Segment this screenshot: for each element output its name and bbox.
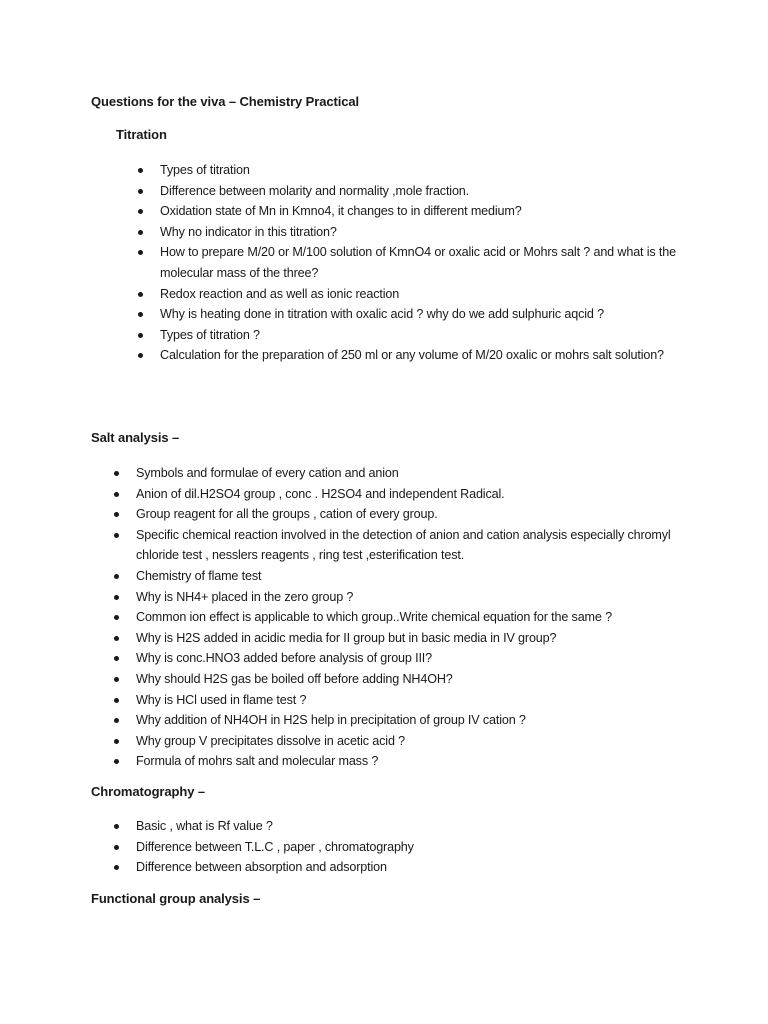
list-item: Anion of dil.H2SO4 group , conc . H2SO4 and independent Radical.: [136, 484, 676, 505]
bullet-icon: [114, 718, 119, 723]
bullet-icon: [138, 189, 143, 194]
list-item: Chemistry of flame test: [136, 566, 676, 587]
list-item: Why is conc.HNO3 added before analysis of group III?: [136, 648, 676, 669]
list-item: Difference between absorption and adsorption: [136, 857, 676, 878]
list-item: Types of titration ?: [160, 325, 700, 346]
list-item: Redox reaction and as well as ionic reaction: [160, 284, 700, 305]
list-item: Why is H2S added in acidic media for II group but in basic media in IV group?: [136, 628, 676, 649]
salt-analysis-question-list: [136, 463, 676, 772]
bullet-icon: [114, 595, 119, 600]
bullet-icon: [114, 512, 119, 517]
bullet-icon: [138, 230, 143, 235]
section-heading-functional-group: Functional group analysis –: [91, 891, 261, 906]
bullet-icon: [138, 168, 143, 173]
list-item: Why addition of NH4OH in H2S help in precipitation of group IV cation ?: [136, 710, 676, 731]
bullet-icon: [114, 615, 119, 620]
list-item: Types of titration: [160, 160, 700, 181]
bullet-icon: [114, 865, 119, 870]
bullet-icon: [138, 312, 143, 317]
list-item: Why is NH4+ placed in the zero group ?: [136, 587, 676, 608]
bullet-icon: [138, 292, 143, 297]
list-item: Why group V precipitates dissolve in acetic acid ?: [136, 731, 676, 752]
bullet-icon: [114, 533, 119, 538]
list-item: Symbols and formulae of every cation and anion: [136, 463, 676, 484]
bullet-icon: [138, 209, 143, 214]
bullet-icon: [114, 698, 119, 703]
section-heading-chromatography: Chromatography –: [91, 784, 205, 799]
list-item: Why no indicator in this titration?: [160, 222, 700, 243]
titration-question-list: [160, 160, 700, 366]
list-item: Common ion effect is applicable to which group..Write chemical equation for the same ?: [136, 607, 676, 628]
bullet-icon: [114, 471, 119, 476]
bullet-icon: [114, 739, 119, 744]
list-item: Specific chemical reaction involved in the detection of anion and cation analysis especially chromyl chloride test , nesslers reagents , ring test ,esterification test.: [136, 525, 676, 566]
section-heading-salt-analysis: Salt analysis –: [91, 430, 180, 445]
list-item: Why is HCl used in flame test ?: [136, 690, 676, 711]
bullet-icon: [138, 250, 143, 255]
page-title: Questions for the viva – Chemistry Practical: [91, 94, 359, 109]
list-item: Group reagent for all the groups , cation of every group.: [136, 504, 676, 525]
list-item: Oxidation state of Mn in Kmno4, it changes to in different medium?: [160, 201, 700, 222]
bullet-icon: [114, 845, 119, 850]
list-item: Calculation for the preparation of 250 ml or any volume of M/20 oxalic or mohrs salt solution?: [160, 345, 700, 366]
list-item: Formula of mohrs salt and molecular mass ?: [136, 751, 676, 772]
bullet-icon: [114, 677, 119, 682]
bullet-icon: [114, 636, 119, 641]
bullet-icon: [138, 353, 143, 358]
bullet-icon: [114, 656, 119, 661]
chromatography-question-list: [136, 816, 676, 878]
list-item: Basic , what is Rf value ?: [136, 816, 676, 837]
list-item: Why should H2S gas be boiled off before adding NH4OH?: [136, 669, 676, 690]
bullet-icon: [114, 492, 119, 497]
bullet-icon: [114, 574, 119, 579]
list-item: Why is heating done in titration with oxalic acid ? why do we add sulphuric aqcid ?: [160, 304, 700, 325]
section-heading-titration: Titration: [116, 127, 167, 142]
list-item: Difference between T.L.C , paper , chromatography: [136, 837, 676, 858]
list-item: Difference between molarity and normality ,mole fraction.: [160, 181, 700, 202]
bullet-icon: [114, 824, 119, 829]
bullet-icon: [138, 333, 143, 338]
list-item: How to prepare M/20 or M/100 solution of KmnO4 or oxalic acid or Mohrs salt ? and what is the molecular mass of the three?: [160, 242, 700, 283]
bullet-icon: [114, 759, 119, 764]
